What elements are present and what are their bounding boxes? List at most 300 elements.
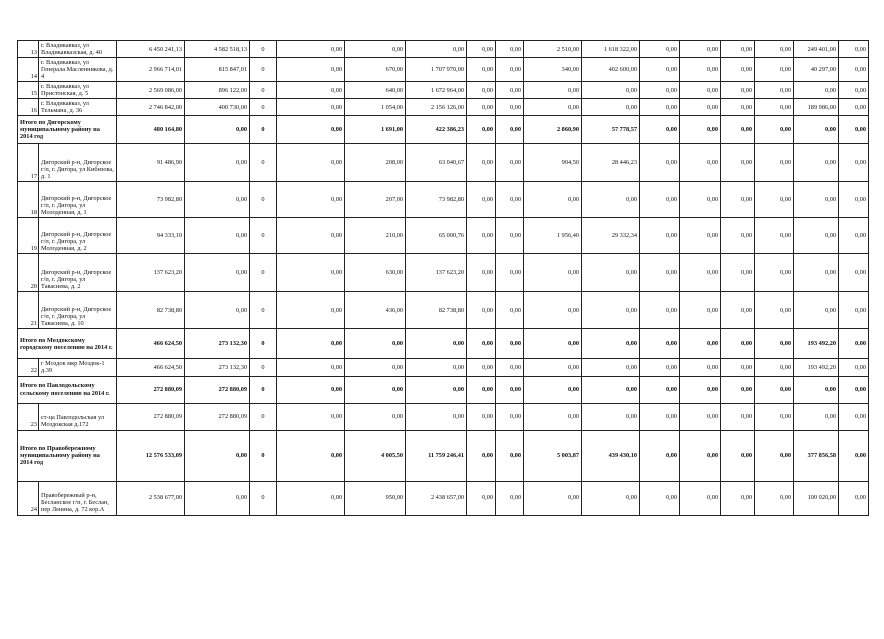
table-row <box>18 218 869 254</box>
value-cell: 0,00 <box>680 41 721 58</box>
value-cell: 480 164,80 <box>117 116 185 144</box>
value-cell: 0 <box>250 292 277 329</box>
value-cell: 0,00 <box>345 376 406 403</box>
value-cell: 2 538 677,00 <box>117 481 185 515</box>
value-cell: 0,00 <box>277 182 345 218</box>
value-cell: 0,00 <box>794 182 839 218</box>
table-row <box>18 481 869 515</box>
value-cell: 0,00 <box>794 116 839 144</box>
value-cell: 0,00 <box>185 144 250 182</box>
value-cell: 0 <box>250 254 277 292</box>
value-cell: 0,00 <box>496 218 524 254</box>
value-cell: 0,00 <box>185 292 250 329</box>
value-cell: 82 738,80 <box>406 292 467 329</box>
value-cell: 0,00 <box>277 99 345 116</box>
value-cell: 0,00 <box>345 329 406 359</box>
value-cell: 0,00 <box>524 403 582 430</box>
value-cell: 0 <box>250 116 277 144</box>
value-cell: 0,00 <box>640 403 680 430</box>
value-cell: 0 <box>250 144 277 182</box>
value-cell: 0,00 <box>277 292 345 329</box>
row-index: 15 <box>18 82 39 99</box>
value-cell: 1 691,00 <box>345 116 406 144</box>
value-cell: 0,00 <box>185 182 250 218</box>
value-cell: 0,00 <box>721 329 755 359</box>
value-cell: 0,00 <box>755 144 794 182</box>
value-cell: 1 956,40 <box>524 218 582 254</box>
row-index: 21 <box>18 292 39 329</box>
value-cell: 0,00 <box>680 58 721 82</box>
value-cell: 0,00 <box>277 82 345 99</box>
value-cell: 0,00 <box>524 182 582 218</box>
value-cell: 0,00 <box>640 99 680 116</box>
value-cell: 0,00 <box>185 481 250 515</box>
value-cell: 2 156 126,00 <box>406 99 467 116</box>
value-cell: 4 005,50 <box>345 430 406 481</box>
value-cell: 0,00 <box>721 182 755 218</box>
value-cell: 0,00 <box>839 116 869 144</box>
value-cell: 0,00 <box>680 144 721 182</box>
value-cell: 0 <box>250 359 277 376</box>
value-cell: 0,00 <box>582 182 640 218</box>
value-cell: 91 486,90 <box>117 144 185 182</box>
value-cell: 272 880,09 <box>117 403 185 430</box>
value-cell: 896 122,00 <box>185 82 250 99</box>
value-cell: 0,00 <box>640 292 680 329</box>
table-body <box>18 41 869 516</box>
value-cell: 0,00 <box>794 82 839 99</box>
value-cell: 0,00 <box>640 41 680 58</box>
value-cell: 40 297,00 <box>794 58 839 82</box>
value-cell: 4 582 518,13 <box>185 41 250 58</box>
value-cell: 0,00 <box>496 144 524 182</box>
value-cell: 904,50 <box>524 144 582 182</box>
value-cell: 0,00 <box>755 99 794 116</box>
value-cell: 0,00 <box>640 144 680 182</box>
value-cell: 0,00 <box>582 292 640 329</box>
value-cell: 0,00 <box>406 329 467 359</box>
value-cell: 640,00 <box>345 82 406 99</box>
table-row <box>18 99 869 116</box>
value-cell: 65 000,76 <box>406 218 467 254</box>
address-cell: г. Владикавказ, ул Пристонская, д. 5 <box>39 82 117 99</box>
value-cell: 0,00 <box>839 144 869 182</box>
value-cell: 2 860,90 <box>524 116 582 144</box>
table-row <box>18 254 869 292</box>
value-cell: 0,00 <box>794 292 839 329</box>
value-cell: 0,00 <box>345 359 406 376</box>
value-cell: 0,00 <box>277 376 345 403</box>
value-cell: 436,00 <box>345 292 406 329</box>
value-cell: 0,00 <box>680 82 721 99</box>
value-cell: 0,00 <box>640 481 680 515</box>
value-cell: 0,00 <box>755 376 794 403</box>
value-cell: 0,00 <box>467 359 496 376</box>
value-cell: 0,00 <box>839 329 869 359</box>
value-cell: 0,00 <box>524 99 582 116</box>
value-cell: 0 <box>250 182 277 218</box>
value-cell: 29 332,34 <box>582 218 640 254</box>
value-cell: 0,00 <box>467 41 496 58</box>
value-cell: 0,00 <box>467 182 496 218</box>
value-cell: 0,00 <box>277 254 345 292</box>
value-cell: 0,00 <box>524 376 582 403</box>
value-cell: 0,00 <box>524 359 582 376</box>
value-cell: 0,00 <box>839 481 869 515</box>
value-cell: 0,00 <box>640 254 680 292</box>
value-cell: 0,00 <box>582 376 640 403</box>
value-cell: 0,00 <box>185 430 250 481</box>
value-cell: 6 450 241,13 <box>117 41 185 58</box>
value-cell: 0,00 <box>277 403 345 430</box>
value-cell: 272 880,09 <box>117 376 185 403</box>
value-cell: 0,00 <box>406 403 467 430</box>
table-row <box>18 41 869 58</box>
value-cell: 0,00 <box>496 481 524 515</box>
value-cell: 0,00 <box>185 218 250 254</box>
value-cell: 2 510,00 <box>524 41 582 58</box>
total-row <box>18 329 869 359</box>
value-cell: 0,00 <box>721 481 755 515</box>
value-cell: 0,00 <box>839 403 869 430</box>
value-cell: 815 847,01 <box>185 58 250 82</box>
value-cell: 0 <box>250 218 277 254</box>
value-cell: 0,00 <box>755 254 794 292</box>
value-cell: 0,00 <box>185 254 250 292</box>
value-cell: 0,00 <box>496 403 524 430</box>
value-cell: 0,00 <box>680 403 721 430</box>
row-index: 14 <box>18 58 39 82</box>
table-row <box>18 403 869 430</box>
value-cell: 0 <box>250 99 277 116</box>
value-cell: 0,00 <box>467 99 496 116</box>
value-cell: 0,00 <box>680 376 721 403</box>
address-cell: Правобережный р-н, Бесланское г/п, г. Беслан, пер Ленина, д. 72 кор.А <box>39 481 117 515</box>
value-cell: 0,00 <box>755 329 794 359</box>
value-cell: 0,00 <box>277 481 345 515</box>
value-cell: 0,00 <box>640 116 680 144</box>
value-cell: 193 492,20 <box>794 329 839 359</box>
row-index: 20 <box>18 254 39 292</box>
value-cell: 94 333,10 <box>117 218 185 254</box>
value-cell: 0,00 <box>755 403 794 430</box>
value-cell: 0,00 <box>496 430 524 481</box>
value-cell: 207,00 <box>345 182 406 218</box>
value-cell: 12 576 533,09 <box>117 430 185 481</box>
value-cell: 189 986,00 <box>794 99 839 116</box>
value-cell: 0,00 <box>277 116 345 144</box>
value-cell: 0,00 <box>721 41 755 58</box>
address-cell: Дигорский р-н, Дигорское г/п, г. Дигора, ул Молоденная, д. 2 <box>39 218 117 254</box>
value-cell: 0,00 <box>839 376 869 403</box>
value-cell: 0,00 <box>721 254 755 292</box>
value-cell: 0,00 <box>467 82 496 99</box>
row-index: 18 <box>18 182 39 218</box>
value-cell: 0,00 <box>640 58 680 82</box>
value-cell: 0,00 <box>640 376 680 403</box>
value-cell: 272 880,09 <box>185 376 250 403</box>
total-label: Итого по Дигорскому муниципальному району на 2014 год <box>18 116 117 144</box>
value-cell: 0,00 <box>345 403 406 430</box>
value-cell: 0,00 <box>839 182 869 218</box>
value-cell: 2 746 842,00 <box>117 99 185 116</box>
value-cell: 0,00 <box>721 376 755 403</box>
value-cell: 0,00 <box>406 359 467 376</box>
value-cell: 0,00 <box>496 182 524 218</box>
address-cell: г. Владикавказ, ул Тельмана, д. 36 <box>39 99 117 116</box>
address-cell: Дигорский р-н, Дигорское г/п, г. Дигора, ул Молоденная, д. 1 <box>39 182 117 218</box>
value-cell: 377 856,58 <box>794 430 839 481</box>
value-cell: 0,00 <box>640 218 680 254</box>
value-cell: 0,00 <box>680 292 721 329</box>
table-row <box>18 182 869 218</box>
table-row <box>18 58 869 82</box>
value-cell: 0,00 <box>496 359 524 376</box>
value-cell: 439 430,10 <box>582 430 640 481</box>
value-cell: 63 040,67 <box>406 144 467 182</box>
value-cell: 193 492,20 <box>794 359 839 376</box>
address-cell: г. Владикавказ, ул Владикавказская, д. 40 <box>39 41 117 58</box>
value-cell: 2 438 657,00 <box>406 481 467 515</box>
value-cell: 0,00 <box>755 58 794 82</box>
value-cell: 249 401,00 <box>794 41 839 58</box>
total-label: Итого по Павлодольскому сельскому поселению на 2014 г. <box>18 376 117 403</box>
table-row <box>18 144 869 182</box>
value-cell: 0,00 <box>524 82 582 99</box>
value-cell: 0,00 <box>467 58 496 82</box>
value-cell: 0,00 <box>406 41 467 58</box>
value-cell: 210,00 <box>345 218 406 254</box>
row-index: 23 <box>18 403 39 430</box>
value-cell: 2 569 086,00 <box>117 82 185 99</box>
value-cell: 0,00 <box>721 292 755 329</box>
value-cell: 466 624,50 <box>117 359 185 376</box>
value-cell: 0,00 <box>755 292 794 329</box>
value-cell: 0,00 <box>839 58 869 82</box>
value-cell: 0,00 <box>755 218 794 254</box>
value-cell: 0 <box>250 430 277 481</box>
value-cell: 340,00 <box>524 58 582 82</box>
value-cell: 0,00 <box>640 182 680 218</box>
value-cell: 100 020,00 <box>794 481 839 515</box>
value-cell: 0,00 <box>794 144 839 182</box>
value-cell: 0,00 <box>839 359 869 376</box>
value-cell: 0,00 <box>839 82 869 99</box>
value-cell: 0,00 <box>640 430 680 481</box>
value-cell: 0,00 <box>755 359 794 376</box>
value-cell: 0,00 <box>755 82 794 99</box>
value-cell: 0,00 <box>755 116 794 144</box>
value-cell: 0,00 <box>524 329 582 359</box>
value-cell: 208,00 <box>345 144 406 182</box>
value-cell: 0,00 <box>467 292 496 329</box>
value-cell: 0,00 <box>467 254 496 292</box>
value-cell: 0,00 <box>467 481 496 515</box>
value-cell: 0,00 <box>277 58 345 82</box>
value-cell: 950,00 <box>345 481 406 515</box>
value-cell: 0 <box>250 329 277 359</box>
value-cell: 137 623,20 <box>117 254 185 292</box>
value-cell: 0,00 <box>839 218 869 254</box>
address-cell: ст-ца Павлодольская ул Моздокская д.172 <box>39 403 117 430</box>
value-cell: 0,00 <box>582 359 640 376</box>
value-cell: 0,00 <box>839 41 869 58</box>
value-cell: 0,00 <box>640 359 680 376</box>
value-cell: 0,00 <box>467 403 496 430</box>
value-cell: 0,00 <box>496 254 524 292</box>
value-cell: 0,00 <box>721 403 755 430</box>
value-cell: 0,00 <box>680 254 721 292</box>
value-cell: 0 <box>250 403 277 430</box>
value-cell: 0,00 <box>524 254 582 292</box>
total-row <box>18 116 869 144</box>
value-cell: 0,00 <box>721 218 755 254</box>
value-cell: 0,00 <box>496 376 524 403</box>
value-cell: 0,00 <box>582 254 640 292</box>
value-cell: 0,00 <box>794 254 839 292</box>
value-cell: 0,00 <box>755 430 794 481</box>
value-cell: 0,00 <box>496 58 524 82</box>
total-label: Итого по Правобережному муниципальному району на 2014 год <box>18 430 117 481</box>
value-cell: 0 <box>250 376 277 403</box>
value-cell: 0,00 <box>467 430 496 481</box>
value-cell: 0,00 <box>794 403 839 430</box>
value-cell: 0,00 <box>467 144 496 182</box>
value-cell: 57 778,57 <box>582 116 640 144</box>
table-row <box>18 359 869 376</box>
total-label: Итого по Моздокскому городскому поселению на 2014 г. <box>18 329 117 359</box>
value-cell: 0,00 <box>524 481 582 515</box>
value-cell: 137 623,20 <box>406 254 467 292</box>
value-cell: 0,00 <box>680 116 721 144</box>
table-row <box>18 82 869 99</box>
table-row <box>18 292 869 329</box>
value-cell: 0,00 <box>721 58 755 82</box>
value-cell: 2 966 714,01 <box>117 58 185 82</box>
value-cell: 0,00 <box>640 329 680 359</box>
value-cell: 0,00 <box>755 481 794 515</box>
value-cell: 0 <box>250 41 277 58</box>
value-cell: 0,00 <box>496 292 524 329</box>
value-cell: 0,00 <box>496 82 524 99</box>
value-cell: 0,00 <box>839 99 869 116</box>
value-cell: 0,00 <box>467 329 496 359</box>
value-cell: 272 880,09 <box>185 403 250 430</box>
value-cell: 0,00 <box>680 430 721 481</box>
value-cell: 73 982,80 <box>117 182 185 218</box>
value-cell: 0 <box>250 82 277 99</box>
value-cell: 0,00 <box>582 329 640 359</box>
value-cell: 273 132,30 <box>185 359 250 376</box>
value-cell: 0,00 <box>680 481 721 515</box>
value-cell: 0,00 <box>680 329 721 359</box>
value-cell: 0 <box>250 58 277 82</box>
value-cell: 11 759 246,41 <box>406 430 467 481</box>
total-row <box>18 430 869 481</box>
value-cell: 0,00 <box>467 116 496 144</box>
value-cell: 0,00 <box>277 144 345 182</box>
value-cell: 0,00 <box>721 144 755 182</box>
value-cell: 670,00 <box>345 58 406 82</box>
value-cell: 0,00 <box>721 359 755 376</box>
row-index: 16 <box>18 99 39 116</box>
value-cell: 0,00 <box>467 376 496 403</box>
value-cell: 0,00 <box>277 41 345 58</box>
value-cell: 0,00 <box>640 82 680 99</box>
value-cell: 0,00 <box>680 182 721 218</box>
row-index: 13 <box>18 41 39 58</box>
value-cell: 1 054,00 <box>345 99 406 116</box>
value-cell: 1 707 970,00 <box>406 58 467 82</box>
value-cell: 0,00 <box>582 99 640 116</box>
value-cell: 0,00 <box>185 116 250 144</box>
value-cell: 1 618 322,00 <box>582 41 640 58</box>
value-cell: 0,00 <box>680 218 721 254</box>
value-cell: 273 132,30 <box>185 329 250 359</box>
value-cell: 0,00 <box>794 218 839 254</box>
value-cell: 0,00 <box>277 329 345 359</box>
value-cell: 402 600,00 <box>582 58 640 82</box>
value-cell: 1 672 964,00 <box>406 82 467 99</box>
value-cell: 0,00 <box>277 218 345 254</box>
value-cell: 0,00 <box>582 82 640 99</box>
data-table <box>17 40 869 516</box>
value-cell: 0,00 <box>582 403 640 430</box>
value-cell: 422 386,23 <box>406 116 467 144</box>
row-index: 22 <box>18 359 39 376</box>
value-cell: 0,00 <box>721 99 755 116</box>
value-cell: 0,00 <box>345 41 406 58</box>
value-cell: 400 730,00 <box>185 99 250 116</box>
value-cell: 0,00 <box>680 359 721 376</box>
address-cell: г. Владикавказ, ул Генерала Масленникова, д. 4 <box>39 58 117 82</box>
value-cell: 0,00 <box>277 359 345 376</box>
value-cell: 0,00 <box>721 82 755 99</box>
value-cell: 0,00 <box>467 218 496 254</box>
value-cell: 0,00 <box>839 292 869 329</box>
value-cell: 0 <box>250 481 277 515</box>
value-cell: 0,00 <box>721 116 755 144</box>
value-cell: 0,00 <box>496 99 524 116</box>
row-index: 17 <box>18 144 39 182</box>
value-cell: 0,00 <box>406 376 467 403</box>
value-cell: 0,00 <box>794 376 839 403</box>
value-cell: 630,00 <box>345 254 406 292</box>
value-cell: 0,00 <box>496 116 524 144</box>
value-cell: 0,00 <box>839 254 869 292</box>
value-cell: 0,00 <box>524 292 582 329</box>
row-index: 19 <box>18 218 39 254</box>
value-cell: 0,00 <box>755 41 794 58</box>
value-cell: 0,00 <box>496 329 524 359</box>
row-index: 24 <box>18 481 39 515</box>
address-cell: Дигорский р-н, Дигорское г/п, г. Дигора, ул Кибизова, д. 1 <box>39 144 117 182</box>
value-cell: 0,00 <box>721 430 755 481</box>
value-cell: 28 446,23 <box>582 144 640 182</box>
total-row <box>18 376 869 403</box>
value-cell: 0,00 <box>277 430 345 481</box>
value-cell: 0,00 <box>582 481 640 515</box>
value-cell: 73 982,80 <box>406 182 467 218</box>
value-cell: 0,00 <box>496 41 524 58</box>
address-cell: Дигорский р-н, Дигорское г/п, г. Дигора, ул Тавасиева, д. 10 <box>39 292 117 329</box>
value-cell: 466 624,50 <box>117 329 185 359</box>
address-cell: г Моздок мкр Моздок-1 д.39 <box>39 359 117 376</box>
value-cell: 5 003,87 <box>524 430 582 481</box>
value-cell: 82 738,80 <box>117 292 185 329</box>
value-cell: 0,00 <box>755 182 794 218</box>
value-cell: 0,00 <box>839 430 869 481</box>
